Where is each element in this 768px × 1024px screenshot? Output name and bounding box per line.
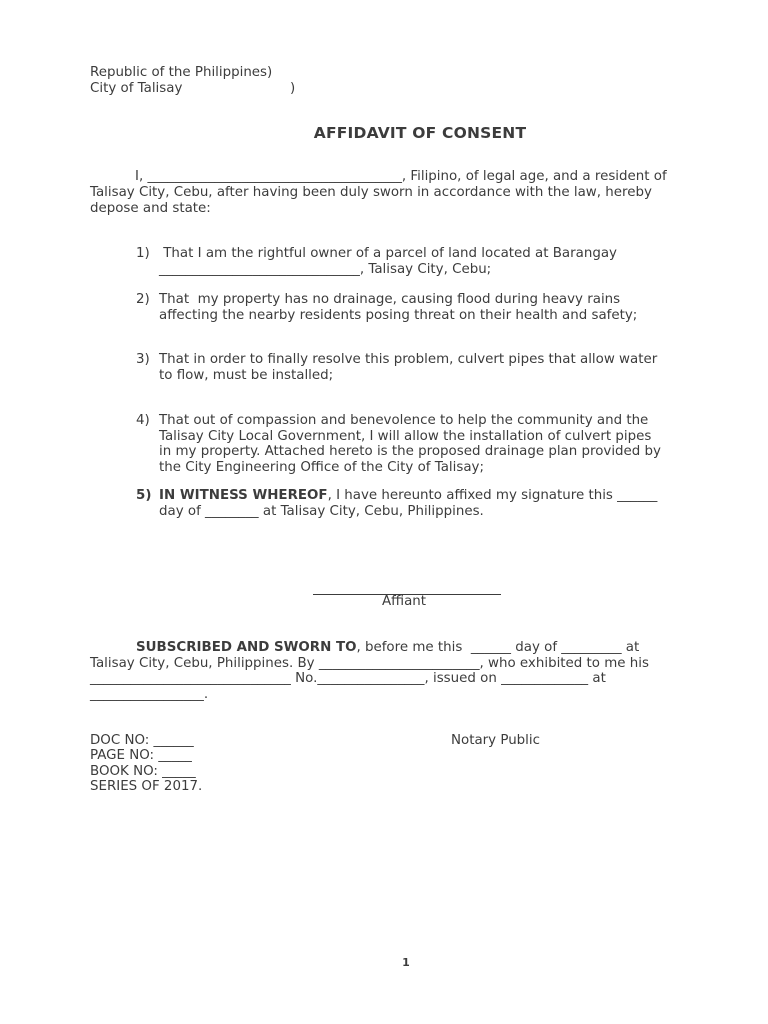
series-of: SERIES OF 2017. [90,779,203,794]
witness-whereof-lead: IN WITNESS WHEREOF [159,488,328,503]
notary-public-label: Notary Public [451,733,540,748]
item-1-line-2: ______________________________, Talisay City, Cebu; [159,262,492,277]
item-2-line-1: That my property has no drainage, causing flood during heavy rains [159,292,621,307]
page-number: 1 [402,956,410,969]
caption-republic: Republic of the Philippines) [90,65,273,80]
item-4-line-2: Talisay City Local Government, I will allow the installation of culvert pipes [159,429,652,444]
item-3-number: 3) [136,352,150,367]
item-5-line-2: day of ________ at Talisay City, Cebu, Philippines. [159,504,484,519]
intro-line-3: depose and state: [90,201,211,216]
item-4-line-3: in my property. Attached hereto is the proposed drainage plan provided by [159,444,661,459]
page-no: PAGE NO: _____ [90,748,192,763]
item-2-line-2: affecting the nearby residents posing threat on their health and safety; [159,308,638,323]
jurat-line-1 [136,640,639,656]
document-title: AFFIDAVIT OF CONSENT [313,124,527,142]
item-4-line-1: That out of compassion and benevolence to help the community and the [159,413,649,428]
affiant-label: Affiant [382,594,427,609]
item-2-number: 2) [136,292,150,307]
item-5-number: 5) [136,488,152,503]
caption-city-paren: ) [290,81,296,96]
item-3-line-2: to flow, must be installed; [159,368,334,383]
item-1-number: 1) [136,246,150,261]
jurat-line-3: ______________________________ No.________________, issued on _____________ at [90,671,606,686]
doc-no: DOC NO: ______ [90,733,194,748]
item-3-line-1: That in order to finally resolve this problem, culvert pipes that allow water [159,352,658,367]
item-1-line-1: That I am the rightful owner of a parcel of land located at Barangay [159,246,617,261]
item-4-number: 4) [136,413,150,428]
intro-line-2: Talisay City, Cebu, after having been duly sworn in accordance with the law, hereby [90,185,652,200]
item-4-line-4: the City Engineering Office of the City of Talisay; [159,460,484,475]
book-no: BOOK NO: _____ [90,764,196,779]
intro-line-1: I, ______________________________________, Filipino, of legal age, and a resident of [135,169,667,184]
jurat-line-4: _________________. [90,687,209,702]
jurat-line-2: Talisay City, Cebu, Philippines. By ________________________, who exhibited to me his [90,656,649,671]
subscribed-sworn-lead: SUBSCRIBED AND SWORN TO [136,640,357,655]
caption-city: City of Talisay [90,81,183,96]
jurat-line-1-rest: , before me this ______ day of _________ at [356,640,640,655]
item-5-line-1 [159,488,657,504]
item-5-line-1-rest: , I have hereunto affixed my signature this ______ [327,488,658,503]
